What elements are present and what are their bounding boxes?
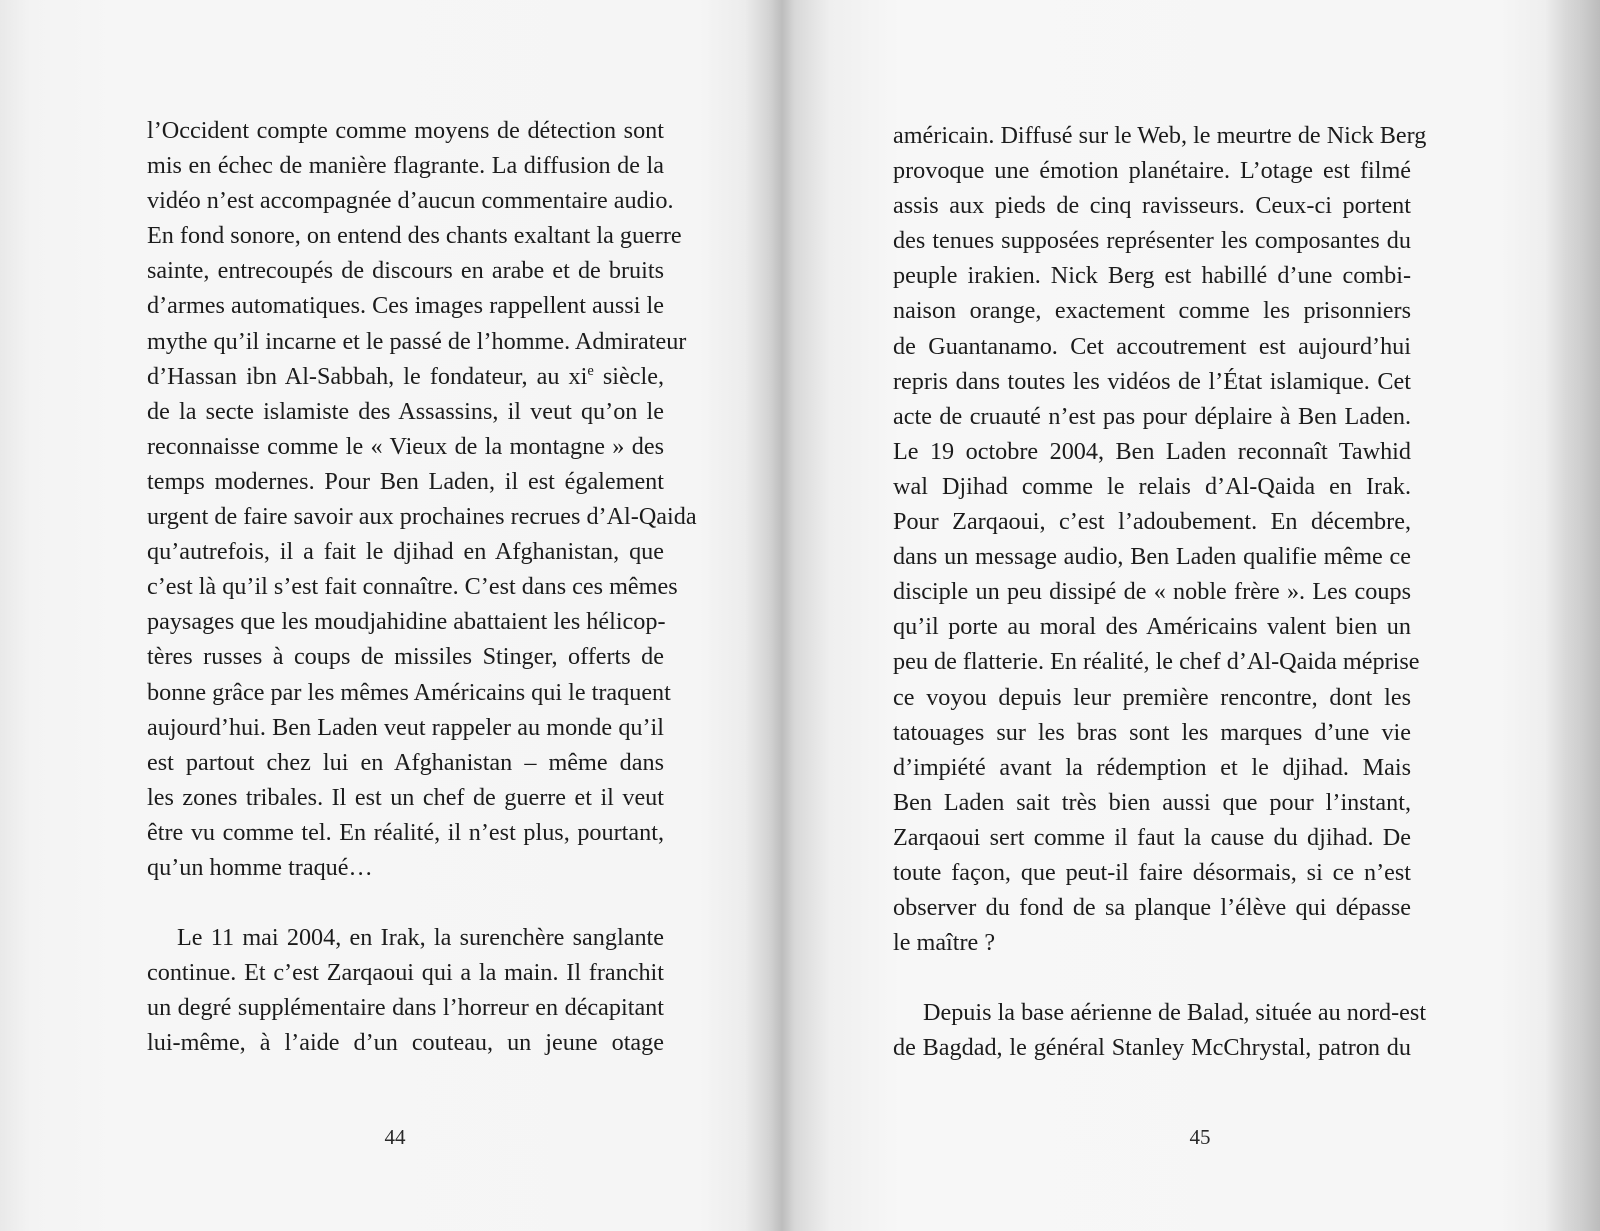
text-line: un degré supplémentaire dans l’horreur en décapitant	[147, 994, 664, 1022]
paragraph-gap	[147, 885, 664, 920]
text-line: continue. Et c’est Zarqaoui qui a la main. Il franchit	[147, 959, 664, 987]
text-line: les zones tribales. Il est un chef de guerre et il veut	[147, 783, 664, 811]
text-line: Le 11 mai 2004, en Irak, la surenchère sanglante	[177, 924, 664, 952]
text-line: est partout chez lui en Afghanistan – même dans	[147, 748, 664, 776]
text-line: acte de cruauté n’est pas pour déplaire à Ben Laden.	[893, 402, 1411, 430]
text-line: Zarqaoui sert comme il faut la cause du djihad. De	[893, 823, 1411, 851]
text-line: observer du fond de sa planque l’élève qui dépasse	[893, 894, 1411, 922]
text-line: mis en échec de manière flagrante. La diffusion de la	[147, 152, 664, 180]
century-suffix: siècle,	[593, 362, 664, 390]
paragraph-gap	[893, 960, 1411, 995]
text-line: reconnaisse comme le « Vieux de la montagne » des	[147, 432, 664, 460]
text-line: provoque une émotion planétaire. L’otage est filmé	[893, 157, 1411, 185]
text-line: toute façon, que peut-il faire désormais, si ce n’est	[893, 858, 1411, 886]
page-number-right: 45	[1189, 1125, 1211, 1149]
century-superscript: e	[587, 362, 594, 379]
text-line: Le 19 octobre 2004, Ben Laden reconnaît Tawhid	[893, 437, 1411, 465]
text-line: c’est là qu’il s’est fait connaître. C’est dans ces mêmes	[147, 573, 678, 601]
text-line: assis aux pieds de cinq ravisseurs. Ceux-ci portent	[893, 192, 1411, 220]
text-line: qu’autrefois, il a fait le djihad en Afghanistan, que	[147, 538, 664, 566]
right-page-text	[893, 118, 1427, 1066]
text-line: aujourd’hui. Ben Laden veut rappeler au monde qu’il	[147, 713, 664, 741]
text-line: paysages que les moudjahidine abattaient les hélicop-	[147, 608, 666, 636]
text-line: qu’il porte au moral des Américains valent bien un	[893, 613, 1411, 641]
left-page-text	[147, 113, 697, 1061]
text-line: urgent de faire savoir aux prochaines recrues d’Al-Qaida	[147, 503, 697, 531]
text-line: ce voyou depuis leur première rencontre, dont les	[893, 683, 1411, 711]
century-prefix: d’Hassan ibn Al-Sabbah, le fondateur, au xi	[147, 362, 588, 390]
text-line: vidéo n’est accompagnée d’aucun commentaire audio.	[147, 187, 674, 215]
text-line: être vu comme tel. En réalité, il n’est plus, pourtant,	[147, 818, 664, 846]
text-line: wal Djihad comme le relais d’Al-Qaida en Irak.	[893, 472, 1411, 500]
text-line: sainte, entrecoupés de discours en arabe et de bruits	[147, 257, 664, 285]
text-line: le maître ?	[893, 929, 996, 957]
text-line: repris dans toutes les vidéos de l’État islamique. Cet	[893, 367, 1411, 395]
text-line: qu’un homme traqué…	[147, 853, 373, 881]
text-line: mythe qu’il incarne et le passé de l’homme. Admirateur	[147, 327, 687, 355]
text-line-century	[147, 359, 664, 394]
text-line: américain. Diffusé sur le Web, le meurtre de Nick Berg	[893, 122, 1427, 149]
text-line: de la secte islamiste des Assassins, il veut qu’on le	[147, 397, 664, 425]
text-line: tères russes à coups de missiles Stinger, offerts de	[147, 643, 664, 671]
text-line: disciple un peu dissipé de « noble frère ». Les coups	[893, 578, 1411, 606]
right-page	[785, 0, 1600, 1231]
text-line: de Guantanamo. Cet accoutrement est aujourd’hui	[893, 332, 1411, 360]
text-line: peuple irakien. Nick Berg est habillé d’une combi-	[893, 262, 1411, 290]
text-line: temps modernes. Pour Ben Laden, il est également	[147, 467, 664, 495]
text-line: tatouages sur les bras sont les marques d’une vie	[893, 718, 1411, 746]
text-line: dans un message audio, Ben Laden qualifie même ce	[893, 543, 1411, 571]
text-line: des tenues supposées représenter les composantes du	[893, 227, 1411, 255]
text-line: d’impiété avant la rédemption et le djihad. Mais	[893, 753, 1411, 781]
page-number-left: 44	[384, 1125, 406, 1149]
text-line: Depuis la base aérienne de Balad, située au nord-est	[923, 999, 1427, 1027]
text-line: naison orange, exactement comme les prisonniers	[893, 297, 1411, 325]
text-line: Pour Zarqaoui, c’est l’adoubement. En décembre,	[893, 508, 1411, 536]
text-line: d’armes automatiques. Ces images rappellent aussi le	[147, 292, 664, 320]
text-line: l’Occident compte comme moyens de détection sont	[147, 117, 664, 144]
text-line: de Bagdad, le général Stanley McChrystal, patron du	[893, 1034, 1411, 1062]
text-line: peu de flatterie. En réalité, le chef d’Al-Qaida méprise	[893, 648, 1420, 676]
text-line: En fond sonore, on entend des chants exaltant la guerre	[147, 222, 682, 250]
text-line: Ben Laden sait très bien aussi que pour l’instant,	[893, 788, 1411, 816]
text-line: lui-même, à l’aide d’un couteau, un jeune otage	[147, 1029, 664, 1057]
text-line: bonne grâce par les mêmes Américains qui le traquent	[147, 678, 671, 706]
left-page	[0, 0, 785, 1231]
